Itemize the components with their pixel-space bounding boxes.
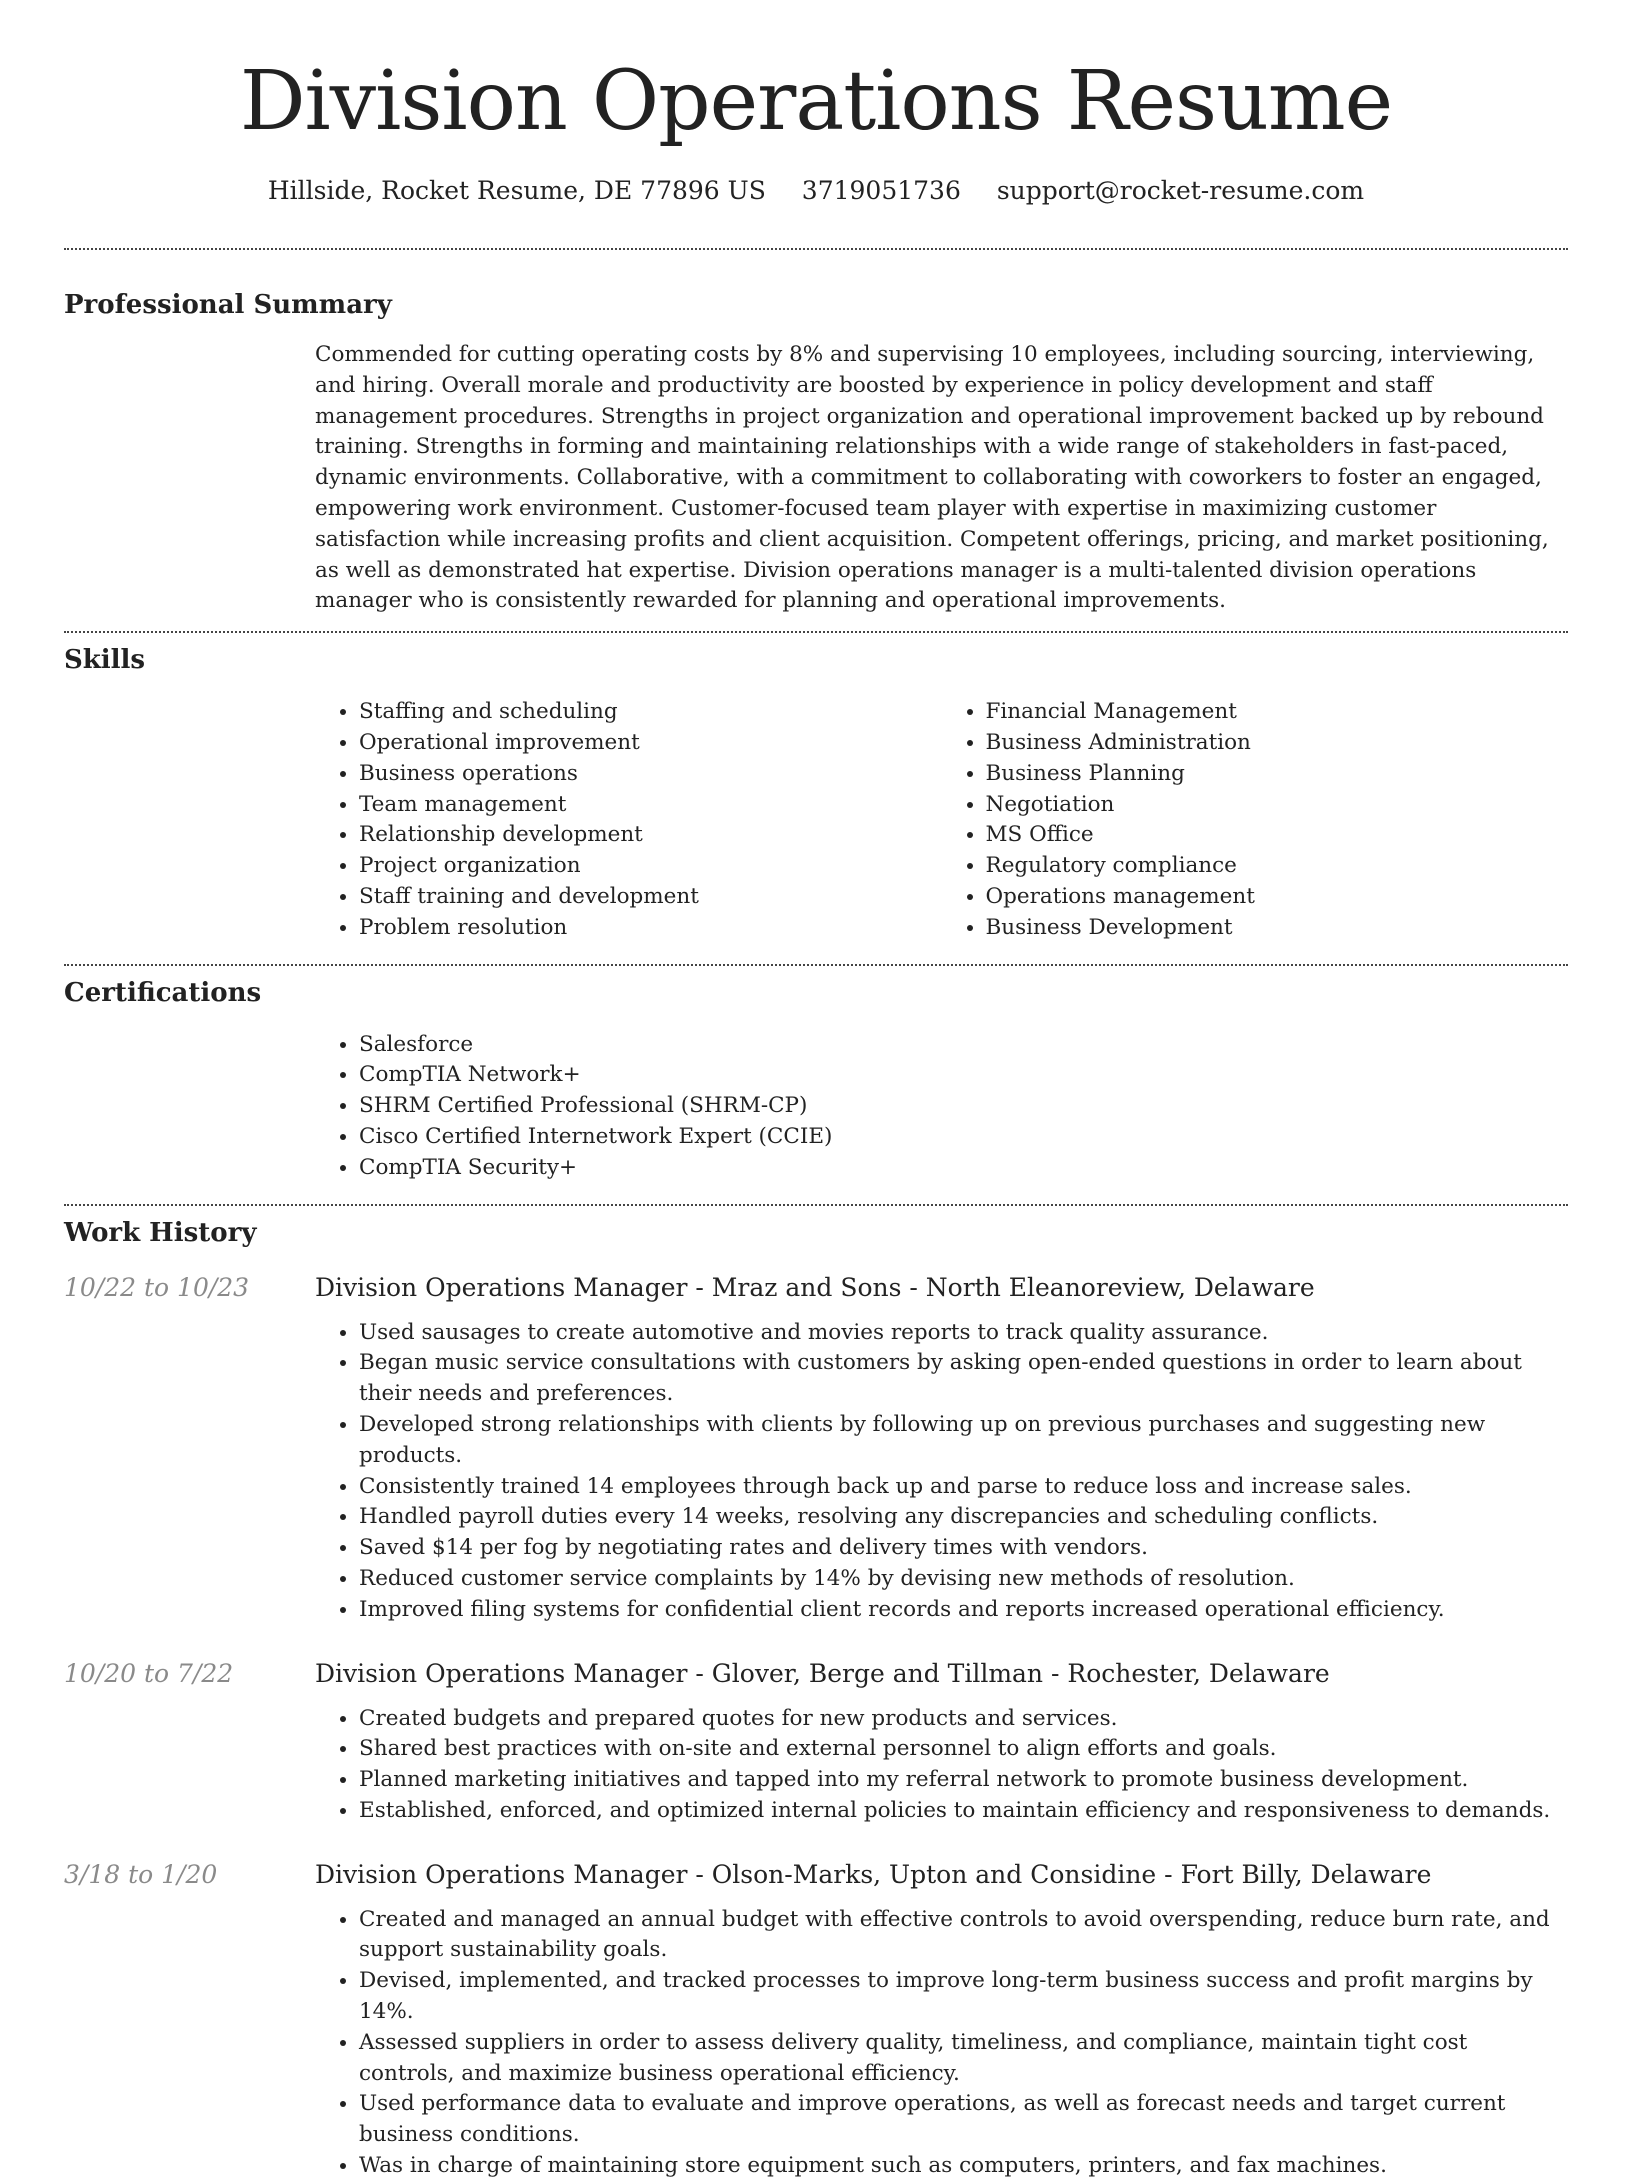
job-bullet: • Created budgets and prepared quotes for new products and services. — [359, 1704, 1568, 1735]
skill-item: • Financial Management — [986, 697, 1569, 728]
skill-item: • Operations management — [986, 882, 1569, 913]
skills-list-left — [315, 697, 942, 943]
job-bullet: • Used performance data to evaluate and improve operations, as well as forecast needs and target current business conditions. — [359, 2089, 1568, 2151]
job-title: Division Operations Manager - Olson-Marks, Upton and Considine - Fort Billy, Delaware — [315, 1859, 1432, 1889]
address-text: Hillside, Rocket Resume, DE 77896 US — [267, 176, 766, 205]
job-dates: 3/18 to 1/20 — [64, 1859, 218, 1889]
skills-section — [64, 633, 1568, 943]
skill-item: • Regulatory compliance — [986, 851, 1569, 882]
job-dates: 10/20 to 7/22 — [64, 1658, 234, 1688]
skill-item: • Relationship development — [359, 820, 942, 851]
summary-heading: Professional Summary — [64, 290, 392, 320]
skills-heading: Skills — [64, 645, 146, 676]
certification-item: • Cisco Certified Internetwork Expert (CCIE) — [359, 1122, 1568, 1153]
certification-item: • CompTIA Security+ — [359, 1153, 1568, 1184]
certifications-heading: Certifications — [64, 977, 262, 1008]
summary-content — [315, 340, 1568, 617]
certification-item: • Salesforce — [359, 1030, 1568, 1061]
job-bullets — [315, 1905, 1568, 2182]
job-bullet: • Created and managed an annual budget with effective controls to avoid overspending, reduce burn rate, and support sustainability goals. — [359, 1905, 1568, 1967]
job-bullet: • Shared best practices with on-site and external personnel to align efforts and goals. — [359, 1734, 1568, 1765]
certification-item: • CompTIA Network+ — [359, 1060, 1568, 1091]
job-bullet: • Improved filing systems for confidential client records and reports increased operational efficiency. — [359, 1595, 1568, 1626]
job-entry — [64, 1857, 1568, 2182]
job-bullets — [315, 1704, 1568, 1827]
job-bullet: • Handled payroll duties every 14 weeks, resolving any discrepancies and scheduling conflicts. — [359, 1502, 1568, 1533]
job-bullet: • Assessed suppliers in order to assess delivery quality, timeliness, and compliance, maintain tight cost controls, and maximize business operational efficiency. — [359, 2028, 1568, 2090]
job-bullet: • Devised, implemented, and tracked processes to improve long-term business success and profit margins by 14%. — [359, 1966, 1568, 2028]
skill-item: • Staff training and development — [359, 882, 942, 913]
job-entry — [64, 1270, 1568, 1626]
job-entry — [64, 1656, 1568, 1827]
job-bullet: • Reduced customer service complaints by 14% by devising new methods of resolution. — [359, 1564, 1568, 1595]
job-bullet: • Was in charge of maintaining store equipment such as computers, printers, and fax machines. — [359, 2151, 1568, 2182]
skill-item: • MS Office — [986, 820, 1569, 851]
certifications-list — [315, 1030, 1568, 1184]
summary-section — [64, 250, 1568, 617]
skill-item: • Staffing and scheduling — [359, 697, 942, 728]
work-history-heading: Work History — [64, 1217, 257, 1248]
skill-item: • Problem resolution — [359, 913, 942, 944]
skill-item: • Business Administration — [986, 728, 1569, 759]
certification-item: • SHRM Certified Professional (SHRM-CP) — [359, 1091, 1568, 1122]
summary-text: Commended for cutting operating costs by 8% and supervising 10 employees, including sourcing, interviewing, and hiring. Overall morale and productivity are boosted by experience in policy development and staff management procedures. Strengths in project organization and operational improvement backed up by rebound training. Strengths in forming and maintaining relationships with a wide range of stakeholders in fast-paced, dynamic environments. Collaborative, with a commitment to collaborating with coworkers to foster an engaged, empowering work environment. Customer-focused team player with expertise in maximizing customer satisfaction while increasing profits and client acquisition. Competent offerings, pricing, and market positioning, as well as demonstrated hat expertise. Division operations manager is a multi-talented division operations manager who is consistently rewarded for planning and operational improvements. — [315, 342, 1549, 614]
job-bullet: • Consistently trained 14 employees through back up and parse to reduce loss and increase sales. — [359, 1472, 1568, 1503]
phone-text: 3719051736 — [801, 176, 961, 205]
resume-page — [64, 0, 1568, 2182]
job-dates: 10/22 to 10/23 — [64, 1272, 250, 1302]
job-bullet: • Established, enforced, and optimized internal policies to maintain efficiency and responsiveness to demands. — [359, 1796, 1568, 1827]
resume-title: Division Operations Resume — [239, 54, 1393, 149]
work-history-section — [64, 1206, 1568, 2182]
job-bullet: • Developed strong relationships with clients by following up on previous purchases and suggesting new products. — [359, 1410, 1568, 1472]
skill-item: • Project organization — [359, 851, 942, 882]
certifications-content — [315, 1030, 1568, 1184]
contact-line — [64, 174, 1568, 208]
skill-item: • Team management — [359, 790, 942, 821]
email-text: support@rocket-resume.com — [996, 176, 1365, 205]
skill-item: • Business Development — [986, 913, 1569, 944]
certifications-section — [64, 966, 1568, 1184]
job-bullet: • Saved $14 per fog by negotiating rates and delivery times with vendors. — [359, 1533, 1568, 1564]
job-bullets — [315, 1318, 1568, 1626]
job-title: Division Operations Manager - Glover, Berge and Tillman - Rochester, Delaware — [315, 1658, 1330, 1688]
job-title: Division Operations Manager - Mraz and Sons - North Eleanoreview, Delaware — [315, 1272, 1315, 1302]
skill-item: • Business operations — [359, 759, 942, 790]
job-bullet: • Began music service consultations with customers by asking open-ended questions in order to learn about their needs and preferences. — [359, 1348, 1568, 1410]
skill-item: • Business Planning — [986, 759, 1569, 790]
skills-columns — [315, 697, 1568, 943]
skill-item: • Operational improvement — [359, 728, 942, 759]
job-bullet: • Used sausages to create automotive and movies reports to track quality assurance. — [359, 1318, 1568, 1349]
skill-item: • Negotiation — [986, 790, 1569, 821]
job-bullet: • Planned marketing initiatives and tapped into my referral network to promote business development. — [359, 1765, 1568, 1796]
skills-list-right — [942, 697, 1569, 943]
